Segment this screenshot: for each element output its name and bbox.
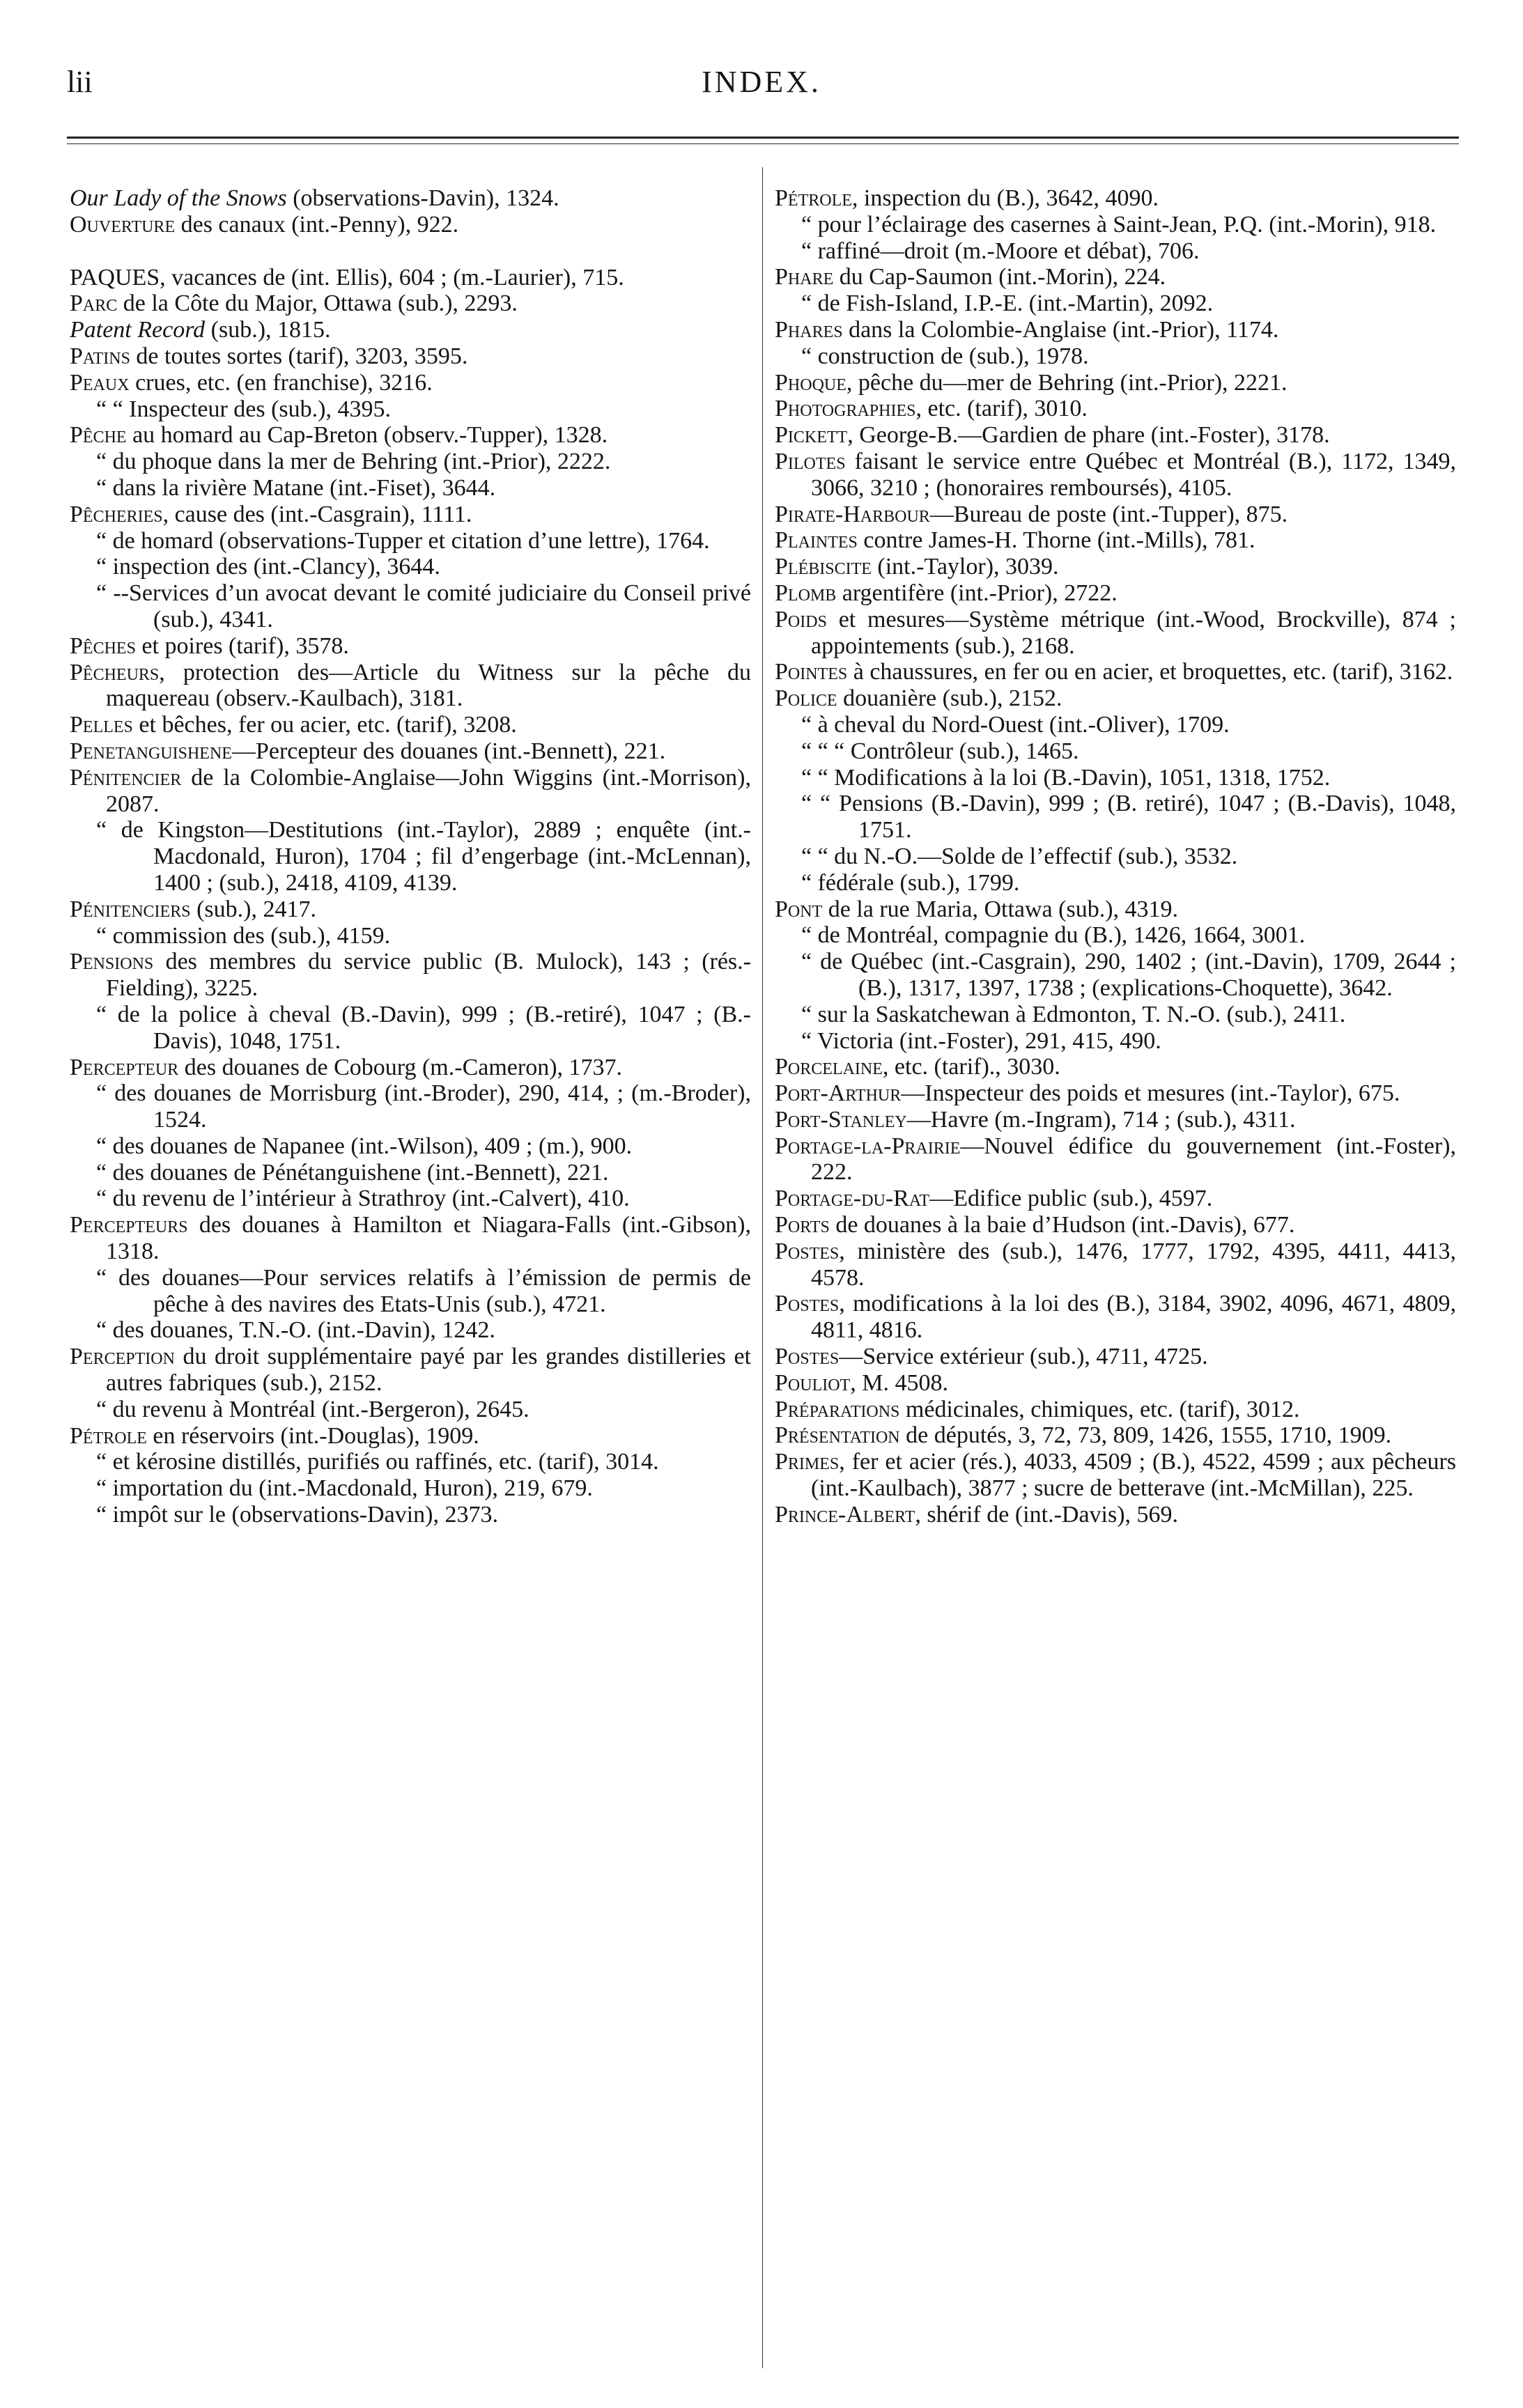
index-entry [775, 238, 1456, 265]
entry-text: M. 4508. [856, 1369, 948, 1396]
entry-heading: Pilotes [775, 448, 846, 474]
entry-text: et bêches, fer ou acier, etc. (tarif), 3208. [132, 712, 517, 738]
entry-text: et mesures—Système métrique (int.-Wood, Brockville), 874 ; appointements (sub.), 2168. [811, 606, 1456, 659]
entry-text: de douanes à la baie d’Hudson (int.-Davis), 677. [829, 1212, 1295, 1238]
index-entry [775, 607, 1456, 660]
entry-text: —Bureau de poste (int.-Tupper), 875. [929, 501, 1288, 527]
entry-text: “ du revenu de l’intérieur à Strathroy (int.-Calvert), 410. [96, 1186, 630, 1212]
entry-text: des douanes de Cobourg (m.-Cameron), 1737. [178, 1054, 623, 1080]
entry-heading: Plaintes [775, 527, 858, 554]
index-entry [775, 844, 1456, 870]
entry-heading: Portage-la-Prairie [775, 1133, 961, 1159]
entry-text: “ inspection des (int.-Clancy), 3644. [96, 554, 440, 580]
entry-text: (observations-Davin), 1324. [286, 185, 559, 211]
index-entry [775, 1344, 1456, 1370]
entry-text: “ à cheval du Nord-Ouest (int.-Oliver), 1709. [801, 711, 1230, 738]
index-entry [70, 633, 751, 660]
entry-text: contre James-H. Thorne (int.-Mills), 781. [857, 527, 1255, 554]
entry-text: “ du revenu à Montréal (int.-Bergeron), 2645. [96, 1396, 529, 1422]
index-entry [70, 1055, 751, 1081]
index-entry [70, 896, 751, 923]
entry-heading: Port-Arthur [775, 1080, 902, 1107]
entry-text: “ des douanes de Pénétanguishene (int.-Bennett), 221. [96, 1159, 609, 1186]
index-entry [775, 1133, 1456, 1186]
index-entry [775, 212, 1456, 238]
entry-text: etc. (tarif)., 3030. [888, 1054, 1060, 1080]
entry-text: “ Victoria (int.-Foster), 291, 415, 490. [801, 1027, 1161, 1054]
index-entry [775, 870, 1456, 896]
entry-text: en réservoirs (int.-Douglas), 1909. [146, 1422, 479, 1449]
index-entry [70, 475, 751, 502]
entry-text: faisant le service entre Québec et Montréal (B.), 1172, 1349, 3066, 3210 ; (honoraires remboursés), 4105. [811, 448, 1456, 501]
entry-heading: Perception [70, 1344, 175, 1370]
entry-heading: Plébiscite [775, 554, 872, 580]
index-entry [70, 290, 751, 317]
entry-text: “ “ Pensions (B.-Davin), 999 ; (B. retiré), 1047 ; (B.-Davis), 1048, 1751. [801, 791, 1456, 844]
entry-heading: Pénitenciers [70, 896, 191, 922]
index-entry [70, 343, 751, 370]
entry-text: du Cap-Saumon (int.-Morin), 224. [833, 264, 1166, 290]
entry-heading: Portage-du-Rat [775, 1186, 930, 1212]
entry-heading: Police [775, 685, 837, 712]
entry-heading: Prince-Albert, [775, 1501, 921, 1528]
entry-text: de toutes sortes (tarif), 3203, 3595. [130, 343, 468, 369]
entry-heading: Postes, [775, 1291, 845, 1317]
entry-text: cause des (int.-Casgrain), 1111. [169, 501, 472, 527]
index-entry [70, 554, 751, 580]
index-entry [70, 923, 751, 949]
index-entry [70, 265, 751, 291]
index-entry [775, 1397, 1456, 1423]
entry-text: “ du phoque dans la mer de Behring (int.-Prior), 2222. [96, 449, 611, 475]
entry-text: shérif de (int.-Davis), 569. [920, 1501, 1179, 1528]
entry-text: “ de Fish-Island, I.P.-E. (int.-Martin), 2092. [801, 290, 1214, 317]
entry-text: des douanes à Hamilton et Niagara-Falls (int.-Gibson), 1318. [106, 1212, 751, 1265]
entry-heading: Our Lady of the Snows [70, 185, 287, 211]
index-entry [70, 1212, 751, 1265]
index-entry [70, 1133, 751, 1160]
index-entry [775, 1080, 1456, 1107]
entry-text: “ dans la rivière Matane (int.-Fiset), 3644. [96, 474, 496, 501]
entry-heading: Pénitencier [70, 764, 182, 791]
entry-gap [70, 238, 751, 265]
entry-text: vacances de (int. Ellis), 604 ; (m.-Laurier), 715. [165, 264, 624, 290]
entry-heading: Phoque, [775, 369, 853, 396]
page-header [0, 0, 1523, 139]
entry-text: fer et acier (rés.), 4033, 4509 ; (B.), 4522, 4599 ; aux pêcheurs (int.-Kaulbach), 3877 ; sucre de betterave (int.-McMillan), 225. [811, 1449, 1456, 1502]
index-entry [775, 1107, 1456, 1133]
entry-text: des membres du service public (B. Mulock), 143 ; (rés.-Fielding), 3225. [106, 949, 751, 1002]
entry-text: ministère des (sub.), 1476, 1777, 1792, 4395, 4411, 4413, 4578. [811, 1238, 1456, 1291]
entry-text: dans la Colombie-Anglaise (int.-Prior), 1174. [842, 316, 1279, 343]
entry-heading: Pensions [70, 949, 154, 975]
entry-text: “ “ du N.-O.—Solde de l’effectif (sub.), 3532. [801, 843, 1238, 869]
index-entry [70, 370, 751, 396]
entry-text: (sub.), 2417. [190, 896, 316, 922]
entry-text: “ des douanes de Morrisburg (int.-Broder), 290, 414, ; (m.-Broder), 1524. [96, 1080, 751, 1133]
index-entry [70, 949, 751, 1002]
index-entry [70, 580, 751, 633]
entry-text: “ importation du (int.-Macdonald, Huron), 219, 679. [96, 1475, 593, 1502]
entry-heading: Pêcheurs, [70, 659, 165, 685]
index-entry [70, 1423, 751, 1450]
entry-heading: Phares [775, 316, 843, 343]
index-entry [775, 554, 1456, 580]
index-entry [775, 343, 1456, 370]
entry-text: crues, etc. (en franchise), 3216. [129, 369, 433, 396]
entry-text: “ des douanes, T.N.-O. (int.-Davin), 1242. [96, 1317, 495, 1344]
entry-text: argentifère (int.-Prior), 2722. [836, 580, 1118, 606]
entry-heading: Patins [70, 343, 130, 369]
entry-text: “ des douanes de Napanee (int.-Wilson), 409 ; (m.), 900. [96, 1133, 633, 1159]
index-entry [775, 1291, 1456, 1344]
index-entry [70, 1397, 751, 1423]
entry-text: de la Côte du Major, Ottawa (sub.), 2293. [117, 290, 518, 317]
column-divider [762, 167, 763, 2368]
entry-text: protection des—Article du Witness sur la pêche du maquereau (observ.-Kaulbach), 3181. [106, 659, 751, 712]
index-entry [70, 1002, 751, 1055]
index-entry [775, 1054, 1456, 1080]
index-entry [70, 1502, 751, 1528]
index-entry [775, 264, 1456, 290]
index-entry [70, 317, 751, 343]
index-entry [775, 290, 1456, 317]
index-entry [775, 685, 1456, 712]
index-entry [775, 502, 1456, 528]
entry-heading: Peaux [70, 369, 130, 396]
index-entry [70, 212, 751, 238]
entry-heading: Pêche [70, 422, 127, 449]
entry-heading: Patent Record [70, 317, 206, 343]
entry-text: “ pour l’éclairage des casernes à Saint-Jean, P.Q. (int.-Morin), 918. [801, 211, 1437, 238]
index-entry [775, 1238, 1456, 1291]
entry-text: “ --Services d’un avocat devant le comité judiciaire du Conseil privé (sub.), 4341. [96, 580, 751, 632]
entry-text: (int.-Taylor), 3039. [871, 554, 1059, 580]
index-column-right [775, 185, 1456, 1528]
index-entry [70, 502, 751, 528]
entry-text: douanière (sub.), 2152. [837, 685, 1062, 712]
index-entry [70, 1449, 751, 1475]
index-entry [775, 317, 1456, 343]
entry-heading: Ports [775, 1212, 830, 1238]
entry-text: de la Colombie-Anglaise—John Wiggins (int.-Morrison), 2087. [106, 764, 751, 817]
index-entry [70, 712, 751, 738]
index-entry [775, 449, 1456, 502]
header-rule-thick [67, 137, 1459, 139]
index-entry [775, 185, 1456, 212]
index-entry [775, 1370, 1456, 1397]
index-entry [775, 791, 1456, 844]
entry-text: etc. (tarif), 3010. [921, 396, 1088, 422]
entry-text: “ de Kingston—Destitutions (int.-Taylor), 2889 ; enquête (int.-Macdonald, Huron), 1704 ; fil d’engerbage (int.-McLennan), 1400 ; (sub.), 2418, 4109, 4139. [96, 817, 751, 896]
page-title: INDEX. [702, 65, 821, 99]
entry-text: —Havre (m.-Ingram), 714 ; (sub.), 4311. [906, 1106, 1296, 1133]
entry-text: —Inspecteur des poids et mesures (int.-Taylor), 675. [901, 1080, 1400, 1107]
index-entry [775, 659, 1456, 685]
index-entry [775, 765, 1456, 791]
entry-text: “ des douanes—Pour services relatifs à l’émission de permis de pêche à des navires des Etats-Unis (sub.), 4721. [96, 1264, 751, 1317]
entry-heading: Pointes [775, 659, 848, 685]
index-entry [775, 1502, 1456, 1528]
entry-text: “ commission des (sub.), 4159. [96, 922, 391, 949]
entry-text: modifications à la loi des (B.), 3184, 3902, 4096, 4671, 4809, 4811, 4816. [811, 1291, 1456, 1344]
entry-heading: Parc [70, 290, 118, 317]
entry-text: “ “ Inspecteur des (sub.), 4395. [96, 396, 391, 422]
index-entry [775, 396, 1456, 422]
index-entry [775, 1422, 1456, 1449]
entry-heading: Pont [775, 896, 823, 922]
index-entry [70, 817, 751, 896]
entry-heading: Porcelaine, [775, 1054, 889, 1080]
entry-heading: Pelles [70, 712, 133, 738]
index-entry [775, 1002, 1456, 1028]
index-entry [70, 422, 751, 449]
entry-heading: Préparations [775, 1396, 900, 1422]
entry-text: “ de homard (observations-Tupper et citation d’une lettre), 1764. [96, 527, 710, 554]
index-entry [775, 1449, 1456, 1502]
index-entry [775, 1186, 1456, 1212]
entry-heading: Pétrole [70, 1422, 147, 1449]
entry-text: “ de Montréal, compagnie du (B.), 1426, 1664, 3001. [801, 922, 1306, 949]
entry-heading: Photographies, [775, 396, 922, 422]
entry-text: “ de Québec (int.-Casgrain), 290, 1402 ; (int.-Davin), 1709, 2644 ; (B.), 1317, 1397, 1738 ; (explications-Choquette), 3642. [801, 949, 1456, 1001]
entry-heading: Pétrole, [775, 185, 858, 211]
entry-heading: Pickett, [775, 422, 853, 449]
index-entry [775, 527, 1456, 554]
entry-text: des canaux (int.-Penny), 922. [175, 211, 459, 238]
index-entry [775, 949, 1456, 1002]
index-entry [70, 1317, 751, 1344]
entry-heading: Postes, [775, 1238, 845, 1264]
entry-heading: Penetanguishene [70, 738, 232, 764]
index-entry [70, 1080, 751, 1133]
header-rule-thin [67, 143, 1459, 144]
entry-heading: Pouliot, [775, 1369, 856, 1396]
entry-heading: Plomb [775, 580, 837, 606]
index-entry [775, 1212, 1456, 1238]
page-number: lii [67, 65, 93, 99]
index-entry [775, 370, 1456, 396]
entry-text: “ et kérosine distillés, purifiés ou raffinés, etc. (tarif), 3014. [96, 1449, 659, 1475]
entry-heading: Postes [775, 1344, 840, 1370]
entry-text: de députés, 3, 72, 73, 809, 1426, 1555, 1710, 1909. [899, 1422, 1392, 1449]
index-entry [70, 660, 751, 713]
entry-text: “ impôt sur le (observations-Davin), 2373. [96, 1502, 498, 1528]
entry-text: —Service extérieur (sub.), 4711, 4725. [839, 1344, 1208, 1370]
entry-text: au homard au Cap-Breton (observ.-Tupper), 1328. [126, 422, 608, 449]
index-entry [70, 738, 751, 765]
index-entry [70, 765, 751, 818]
entry-heading: PAQUES, [70, 264, 166, 290]
index-entry [70, 185, 751, 212]
entry-text: George-B.—Gardien de phare (int.-Foster), 3178. [853, 422, 1330, 449]
index-entry [775, 922, 1456, 949]
entry-heading: Primes, [775, 1449, 845, 1475]
entry-text: (sub.), 1815. [205, 317, 331, 343]
entry-text: “ “ “ Contrôleur (sub.), 1465. [801, 738, 1079, 764]
index-column-left [70, 185, 751, 1528]
entry-heading: Poids [775, 606, 827, 632]
index-entry [70, 1265, 751, 1318]
index-entry [70, 1160, 751, 1186]
entry-text: “ construction de (sub.), 1978. [801, 343, 1089, 369]
entry-text: “ fédérale (sub.), 1799. [801, 869, 1020, 896]
entry-text: “ raffiné—droit (m.-Moore et débat), 706. [801, 238, 1200, 264]
entry-heading: Pêcheries, [70, 501, 169, 527]
index-entry [70, 1186, 751, 1212]
index-entry [70, 1344, 751, 1397]
entry-text: “ “ Modifications à la loi (B.-Davin), 1051, 1318, 1752. [801, 764, 1331, 791]
index-entry [775, 896, 1456, 923]
entry-heading: Ouverture [70, 211, 176, 238]
entry-text: médicinales, chimiques, etc. (tarif), 3012. [899, 1396, 1300, 1422]
entry-text: du droit supplémentaire payé par les grandes distilleries et autres fabriques (sub.), 2152. [106, 1344, 751, 1397]
index-entry [70, 449, 751, 475]
entry-heading: Percepteur [70, 1054, 179, 1080]
entry-text: —Nouvel édifice du gouvernement (int.-Foster), 222. [811, 1133, 1456, 1186]
entry-heading: Pirate-Harbour [775, 501, 930, 527]
index-entry [70, 396, 751, 423]
entry-text: et poires (tarif), 3578. [135, 632, 349, 659]
index-entry [775, 580, 1456, 607]
entry-text: —Edifice public (sub.), 4597. [929, 1186, 1213, 1212]
index-entry [775, 1028, 1456, 1055]
entry-text: pêche du—mer de Behring (int.-Prior), 2221. [852, 369, 1288, 396]
entry-heading: Phare [775, 264, 834, 290]
entry-text: à chaussures, en fer ou en acier, et broquettes, etc. (tarif), 3162. [847, 659, 1453, 685]
entry-text: de la rue Maria, Ottawa (sub.), 4319. [822, 896, 1179, 922]
entry-text: “ sur la Saskatchewan à Edmonton, T. N.-O. (sub.), 2411. [801, 1001, 1346, 1027]
index-entry [775, 712, 1456, 738]
index-entry [70, 528, 751, 554]
entry-heading: Pêches [70, 632, 136, 659]
entry-heading: Port-Stanley [775, 1106, 907, 1133]
entry-text: —Percepteur des douanes (int.-Bennett), 221. [231, 738, 666, 764]
entry-heading: Présentation [775, 1422, 900, 1449]
index-entry [775, 738, 1456, 765]
index-entry [70, 1475, 751, 1502]
entry-heading: Percepteurs [70, 1212, 188, 1238]
index-entry [775, 422, 1456, 449]
entry-text: “ de la police à cheval (B.-Davin), 999 ; (B.-retiré), 1047 ; (B.-Davis), 1048, 1751. [96, 1001, 751, 1054]
entry-text: inspection du (B.), 3642, 4090. [858, 185, 1159, 211]
